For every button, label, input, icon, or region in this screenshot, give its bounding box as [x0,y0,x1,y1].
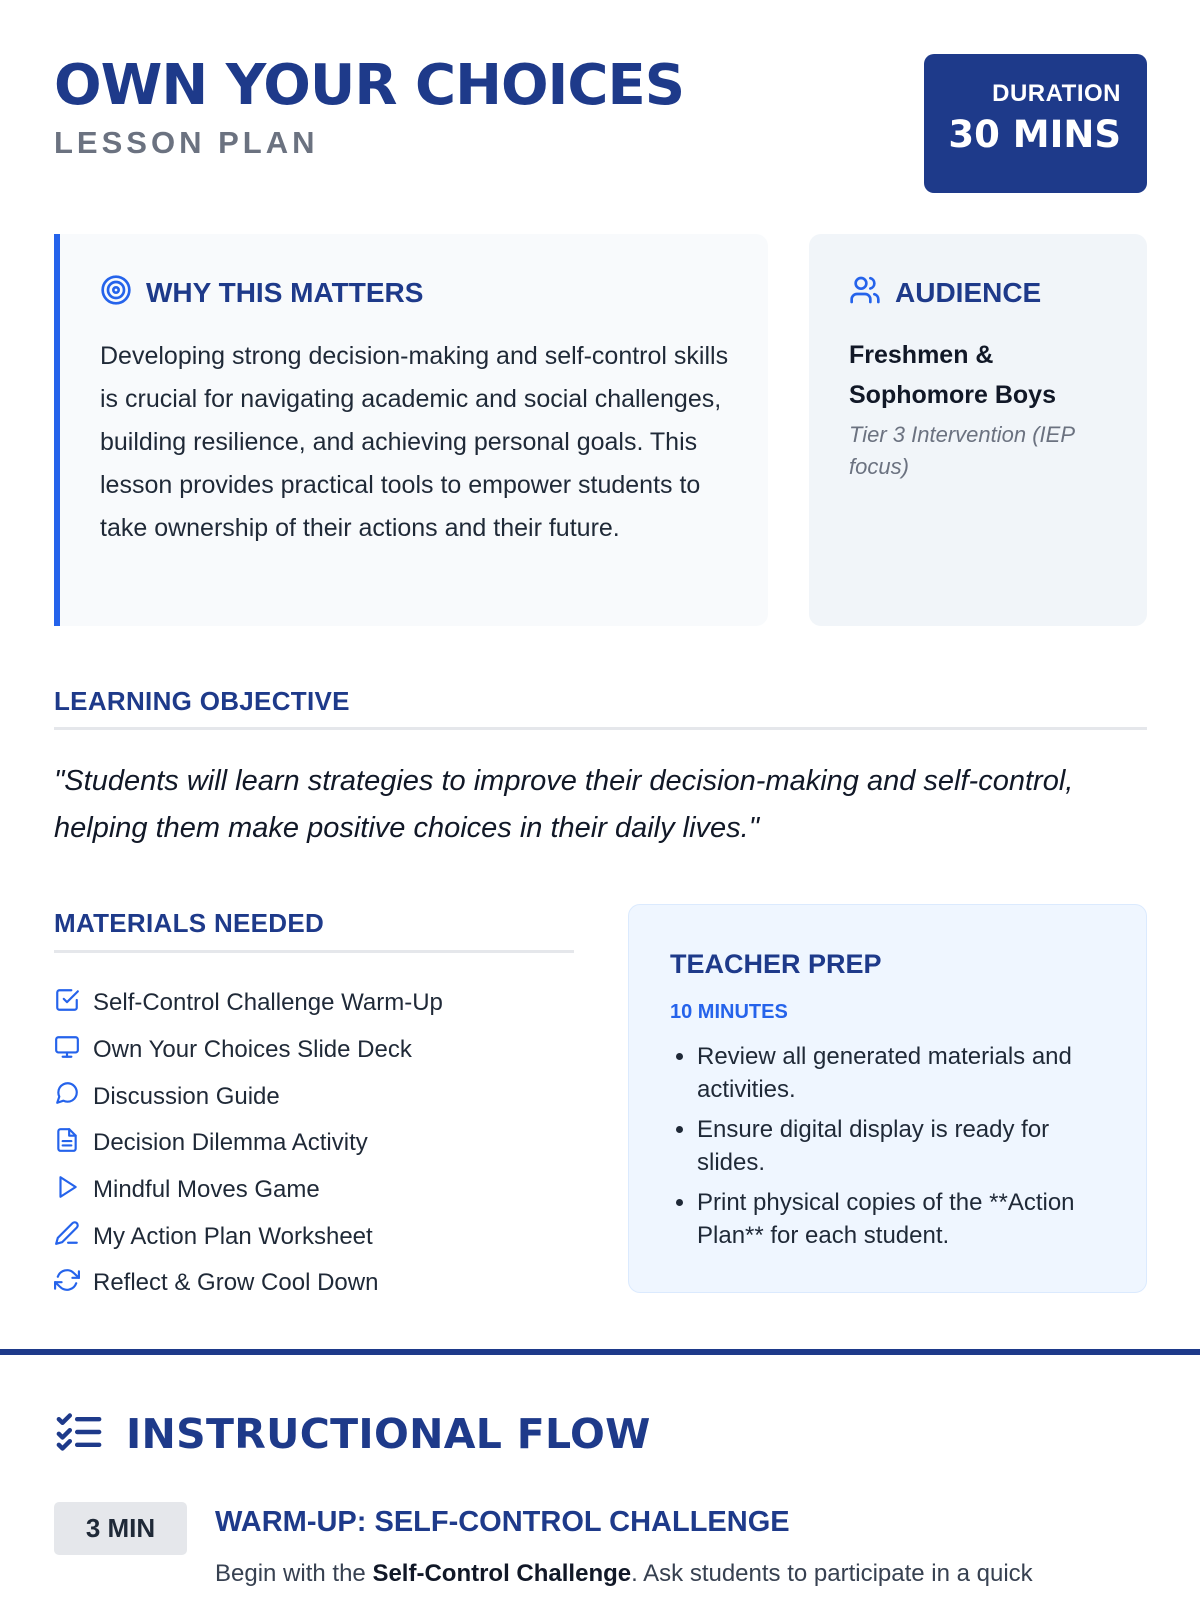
duration-value: 30 MINS [948,113,1121,156]
refresh-icon [54,1267,80,1300]
materials-list [54,980,443,1307]
objective-divider [54,727,1147,730]
duration-label: DURATION [992,80,1121,107]
play-icon [54,1174,80,1207]
step-description [215,1557,1033,1591]
why-heading: WHY THIS MATTERS [146,276,424,308]
material-label: Own Your Choices Slide Deck [93,1036,412,1064]
target-icon [100,274,132,311]
list-item [54,980,443,1027]
checkbox-icon [54,987,80,1020]
prep-list [670,1040,1116,1252]
section-divider [0,1349,1200,1355]
prep-minutes: 10 MINUTES [670,1001,788,1023]
page-subtitle: LESSON PLAN [54,125,319,160]
document-icon [54,1127,80,1160]
chat-bubble-icon [54,1080,80,1113]
step-text-after: . Ask students to participate in a quick [631,1560,1033,1587]
why-body: Developing strong decision-making and self-control skills is crucial for navigating academic and social challenges, building resilience, and achieving personal goals. This lesson provides practical tools to empower students to take ownership of their actions and their future. [100,342,729,542]
list-item: • Review all generated materials and activities. [697,1040,1116,1106]
step-text-bold: Self-Control Challenge [372,1560,632,1587]
list-item [54,1120,443,1167]
why-this-matters-card [54,234,768,626]
duration-badge [924,54,1147,193]
material-label: Decision Dilemma Activity [93,1129,368,1157]
audience-name: Freshmen & Sophomore Boys [849,341,1056,409]
page-title: OWN YOUR CHOICES [54,53,685,118]
audience-card [809,234,1147,626]
list-item [54,1073,443,1120]
flow-heading: INSTRUCTIONAL FLOW [126,1410,651,1458]
materials-heading: MATERIALS NEEDED [54,908,325,938]
step-title: WARM-UP: SELF-CONTROL CHALLENGE [215,1506,790,1538]
material-label: Reflect & Grow Cool Down [93,1269,379,1297]
audience-tier: Tier 3 Intervention (IEP focus) [849,422,1075,479]
prep-heading: TEACHER PREP [670,949,882,979]
material-label: My Action Plan Worksheet [93,1222,373,1250]
material-label: Discussion Guide [93,1082,280,1110]
objective-text: "Students will learn strategies to improve their decision-making and self-control, helping them make positive choices in their daily lives." [54,765,1074,844]
list-item [54,1213,443,1260]
teacher-prep-card [628,904,1147,1293]
material-label: Self-Control Challenge Warm-Up [93,989,443,1017]
step-text-before: Begin with the [215,1560,373,1587]
list-item [54,1027,443,1074]
material-label: Mindful Moves Game [93,1176,320,1204]
audience-heading: AUDIENCE [895,276,1042,308]
materials-divider [54,950,574,953]
pencil-icon [54,1220,80,1253]
monitor-icon [54,1034,80,1067]
list-item: • Print physical copies of the **Action Plan** for each student. [697,1186,1116,1252]
list-item [54,1167,443,1214]
objective-heading: LEARNING OBJECTIVE [54,686,350,716]
step-time-badge: 3 MIN [54,1502,187,1555]
instructional-flow-header [54,1410,651,1459]
list-item [54,1260,443,1307]
checklist-icon [54,1410,104,1459]
list-item: • Ensure digital display is ready for slides. [697,1113,1116,1179]
users-icon [849,274,881,311]
